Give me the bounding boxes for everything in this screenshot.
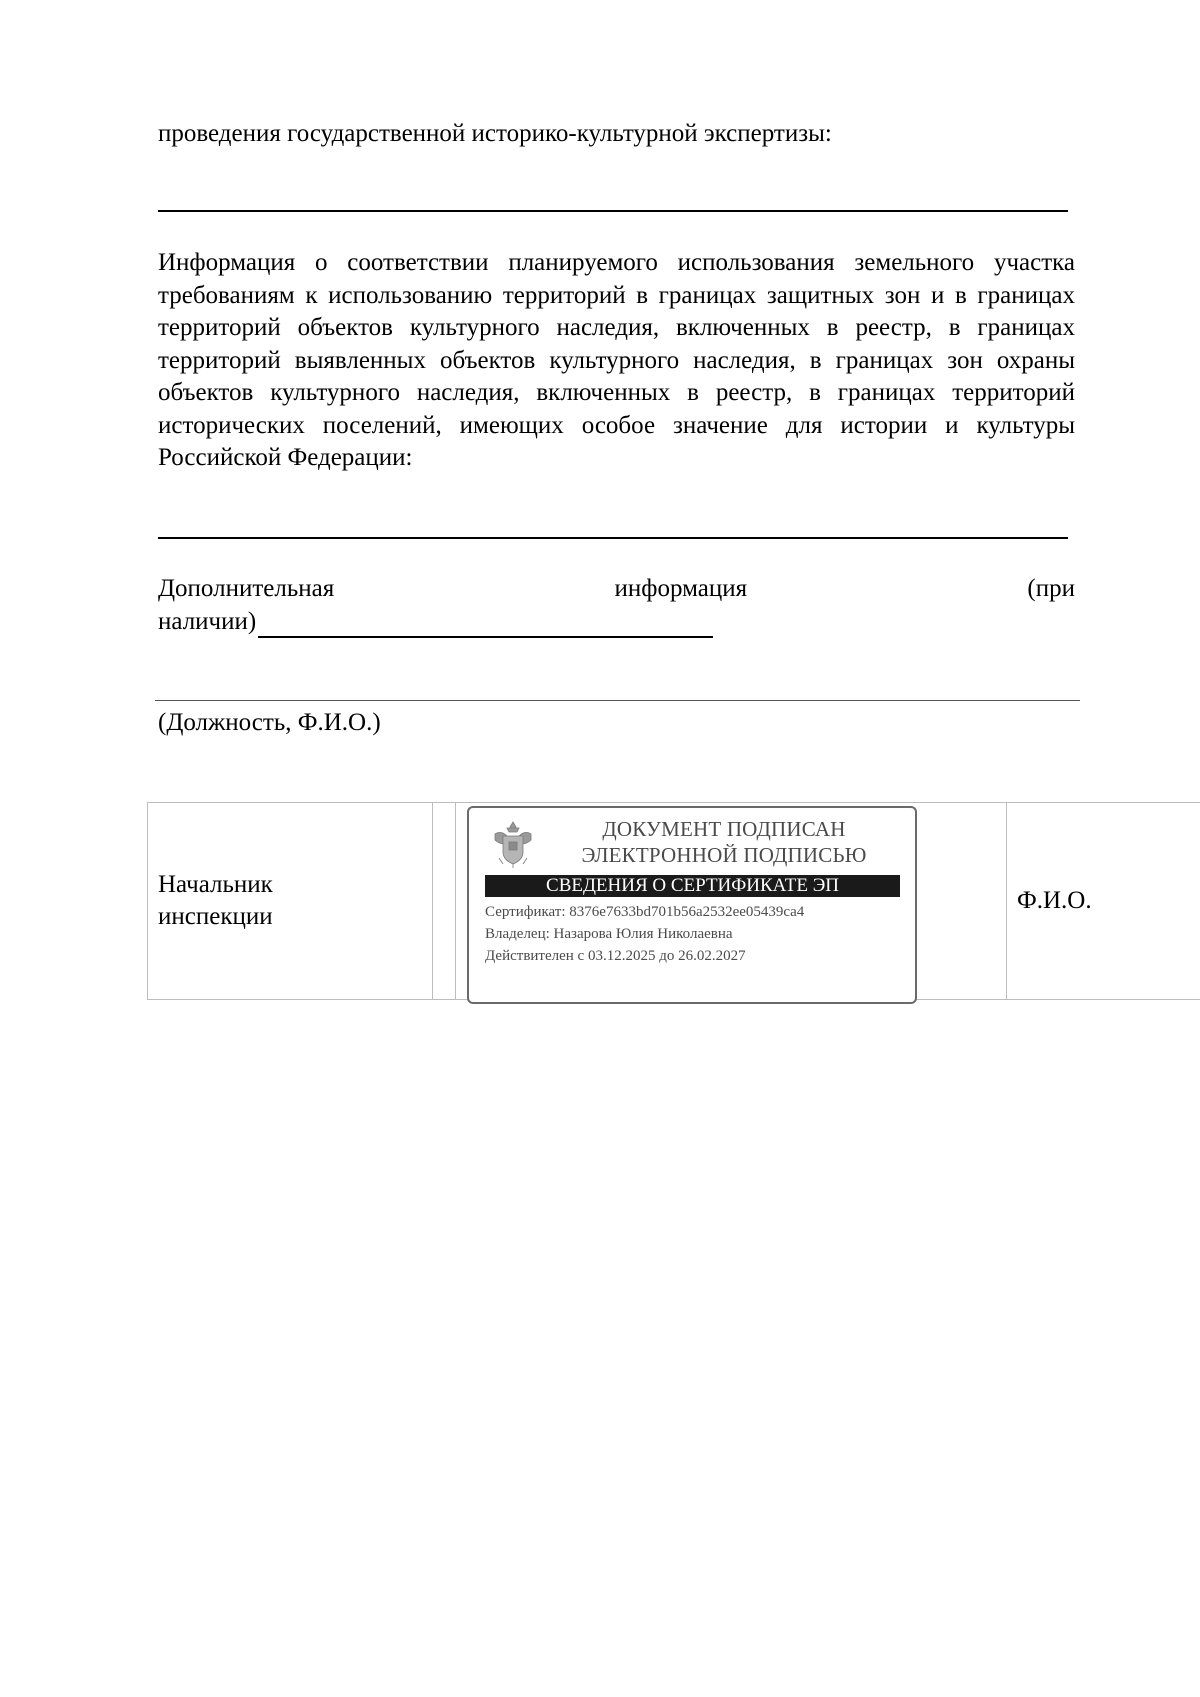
position-caption: (Должность, Ф.И.О.)	[158, 709, 381, 736]
paragraph-land-use-info: Информация о соответствии планируемого использования земельного участка требованиям к использованию территорий в границах защитных зон и в границах территорий объектов культурного наследия, включенных в реестр, в границах территорий выявленных объектов культурного наследия, в границах зон охраны объектов культурного наследия, включенных в реестр, в границах территорий исторических поселений, имеющих особое значение для истории и культуры Российской Федерации:	[158, 249, 1075, 471]
additional-info-block	[158, 573, 1075, 638]
electronic-signature-stamp	[467, 806, 917, 1004]
stamp-certificate-header: СВЕДЕНИЯ О СЕРТИФИКАТЕ ЭП	[485, 875, 900, 897]
fill-line-1	[158, 210, 1068, 212]
role-line-2: инспекции	[158, 903, 273, 930]
additional-info-word-2: информация	[614, 575, 748, 602]
coat-of-arms-icon	[487, 818, 539, 870]
role-line-1: Начальник	[158, 870, 273, 898]
stamp-title-line-1: ДОКУМЕНТ ПОДПИСАН	[602, 817, 846, 841]
fill-line-2	[158, 537, 1068, 539]
stamp-validity: Действителен с 03.12.2025 до 26.02.2027	[485, 948, 746, 964]
paragraph-expertise: проведения государственной историко-культурной экспертизы:	[158, 120, 832, 147]
stamp-certificate-id: Сертификат: 8376e7633bd701b56a2532ee05439ca4	[485, 904, 805, 920]
additional-info-fill-line	[258, 608, 713, 638]
name-cell	[1007, 803, 1200, 1000]
stamp-title-line-2: ЭЛЕКТРОННОЙ ПОДПИСЬЮ	[581, 843, 867, 867]
additional-info-word-4: наличии)	[158, 607, 257, 635]
signer-name: Ф.И.О.	[1017, 886, 1092, 914]
spacer-cell	[433, 803, 456, 1000]
additional-info-word-1: Дополнительная	[158, 575, 335, 602]
signature-line	[155, 700, 1080, 701]
role-cell	[148, 803, 433, 1000]
additional-info-word-3: (при	[1027, 575, 1075, 602]
stamp-owner: Владелец: Назарова Юлия Николаевна	[485, 926, 733, 942]
stamp-title	[569, 816, 879, 868]
